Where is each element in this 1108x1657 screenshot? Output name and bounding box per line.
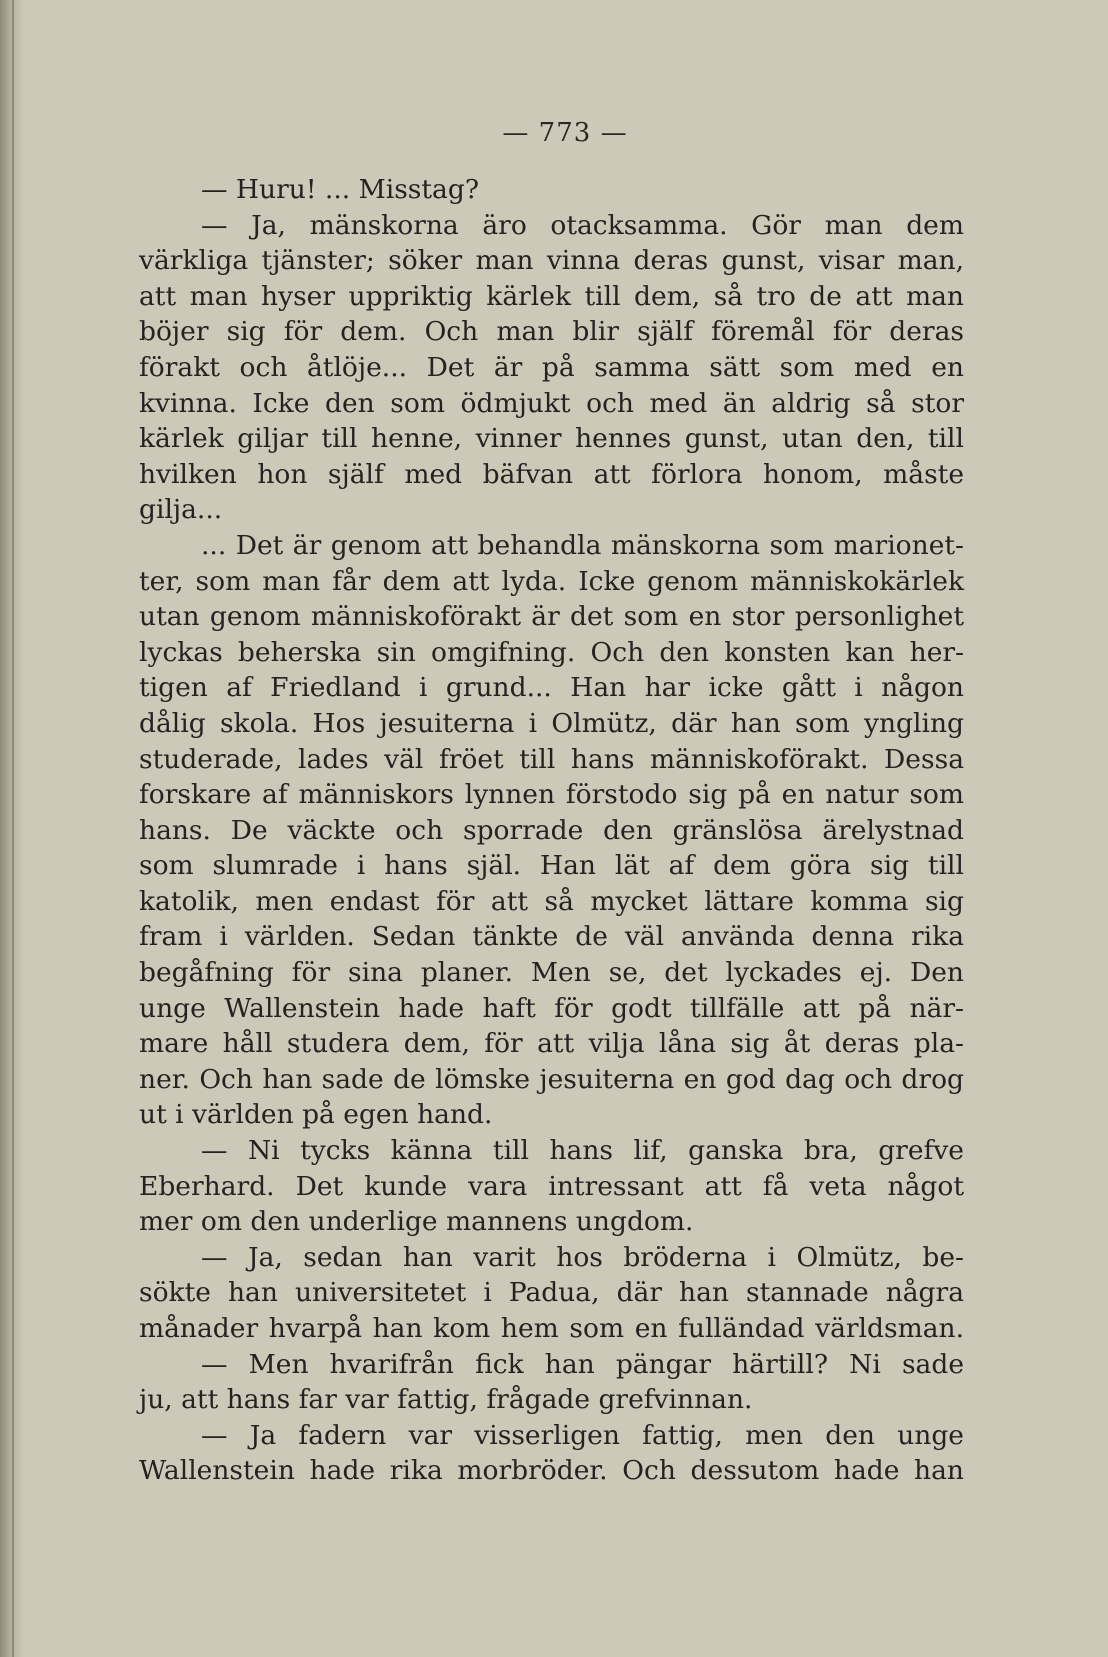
text-line: fram i världen. Sedan tänkte de väl använda denna rika (139, 921, 964, 953)
text-line: gilja... (139, 494, 223, 526)
text-line: kärlek giljar till henne, vinner hennes gunst, utan den, till (139, 423, 964, 455)
text-line: ju, att hans far var fattig, frågade grefvinnan. (139, 1384, 753, 1416)
text-line: värkliga tjänster; söker man vinna deras gunst, visar man, (139, 245, 964, 277)
text-line: Eberhard. Det kunde vara intressant att få veta något (139, 1170, 964, 1202)
text-line: mare håll studera dem, för att vilja låna sig åt deras pla- (139, 1028, 964, 1060)
text-line: böjer sig för dem. Och man blir själf föremål för deras (139, 316, 964, 348)
text-line: ter, som man får dem att lyda. Icke genom människokärlek (139, 565, 964, 597)
paragraph (139, 208, 964, 528)
text-line: katolik, men endast för att så mycket lättare komma sig (139, 885, 964, 917)
text-line: unge Wallenstein hade haft för godt tillfälle att på när- (139, 992, 964, 1024)
text-line: kvinna. Icke den som ödmjukt och med än aldrig så stor (139, 387, 964, 419)
text-line: som slumrade i hans själ. Han lät af dem göra sig till (139, 850, 964, 882)
paragraph (139, 1133, 964, 1240)
paragraph (139, 1240, 964, 1347)
paragraph (139, 1347, 964, 1418)
text-line: — Ja fadern var visserligen fattig, men den unge (201, 1419, 964, 1451)
text-line: ... Det är genom att behandla mänskorna som marionet- (201, 529, 964, 561)
text-line: tigen af Friedland i grund... Han har icke gått i någon (139, 672, 964, 704)
text-line: lyckas beherska sin omgifning. Och den konsten kan her- (139, 636, 964, 668)
text-line: — Men hvarifrån fick han pängar härtill? Ni sade (201, 1348, 964, 1380)
text-line: — Ni tycks känna till hans lif, ganska bra, grefve (201, 1135, 964, 1167)
paragraph (139, 528, 964, 1133)
body-text (139, 172, 964, 1489)
text-line: att man hyser uppriktig kärlek till dem, så tro de att man (139, 280, 964, 312)
text-line: mer om den underlige mannens ungdom. (139, 1206, 694, 1238)
text-line: Wallenstein hade rika morbröder. Och dessutom hade han (139, 1455, 964, 1487)
text-line: begåfning för sina planer. Men se, det lyckades ej. Den (139, 957, 964, 989)
paragraph (139, 1418, 964, 1489)
book-spine-shadow (0, 0, 22, 1657)
text-line: sökte han universitetet i Padua, där han stannade några (139, 1277, 964, 1309)
text-line: hvilken hon själf med bäfvan att förlora honom, måste (139, 458, 964, 490)
text-line: — Huru! ... Misstag? (201, 174, 480, 205)
text-line: hans. De väckte och sporrade den gränslösa ärelystnad (139, 814, 964, 846)
text-line: ut i världen på egen hand. (139, 1099, 493, 1131)
book-page (22, 0, 1108, 1657)
page-number: — 773 — (502, 118, 628, 148)
text-line: månader hvarpå han kom hem som en fulländad världsman. (139, 1313, 964, 1344)
paragraph (139, 172, 964, 208)
text-line: dålig skola. Hos jesuiterna i Olmütz, där han som yngling (139, 707, 964, 739)
text-line: forskare af människors lynnen förstodo sig på en natur som (139, 779, 964, 811)
text-line: förakt och åtlöje... Det är på samma sätt som med en (139, 351, 964, 383)
gutter-line (12, 0, 14, 1657)
text-line: ner. Och han sade de lömske jesuiterna en god dag och drog (139, 1063, 964, 1095)
text-line: — Ja, mänskorna äro otacksamma. Gör man dem (201, 209, 964, 241)
text-line: utan genom människoförakt är det som en stor personlighet (139, 601, 964, 633)
text-line: studerade, lades väl fröet till hans människoförakt. Dessa (139, 743, 964, 775)
text-line: — Ja, sedan han varit hos bröderna i Olmütz, be- (201, 1241, 964, 1273)
